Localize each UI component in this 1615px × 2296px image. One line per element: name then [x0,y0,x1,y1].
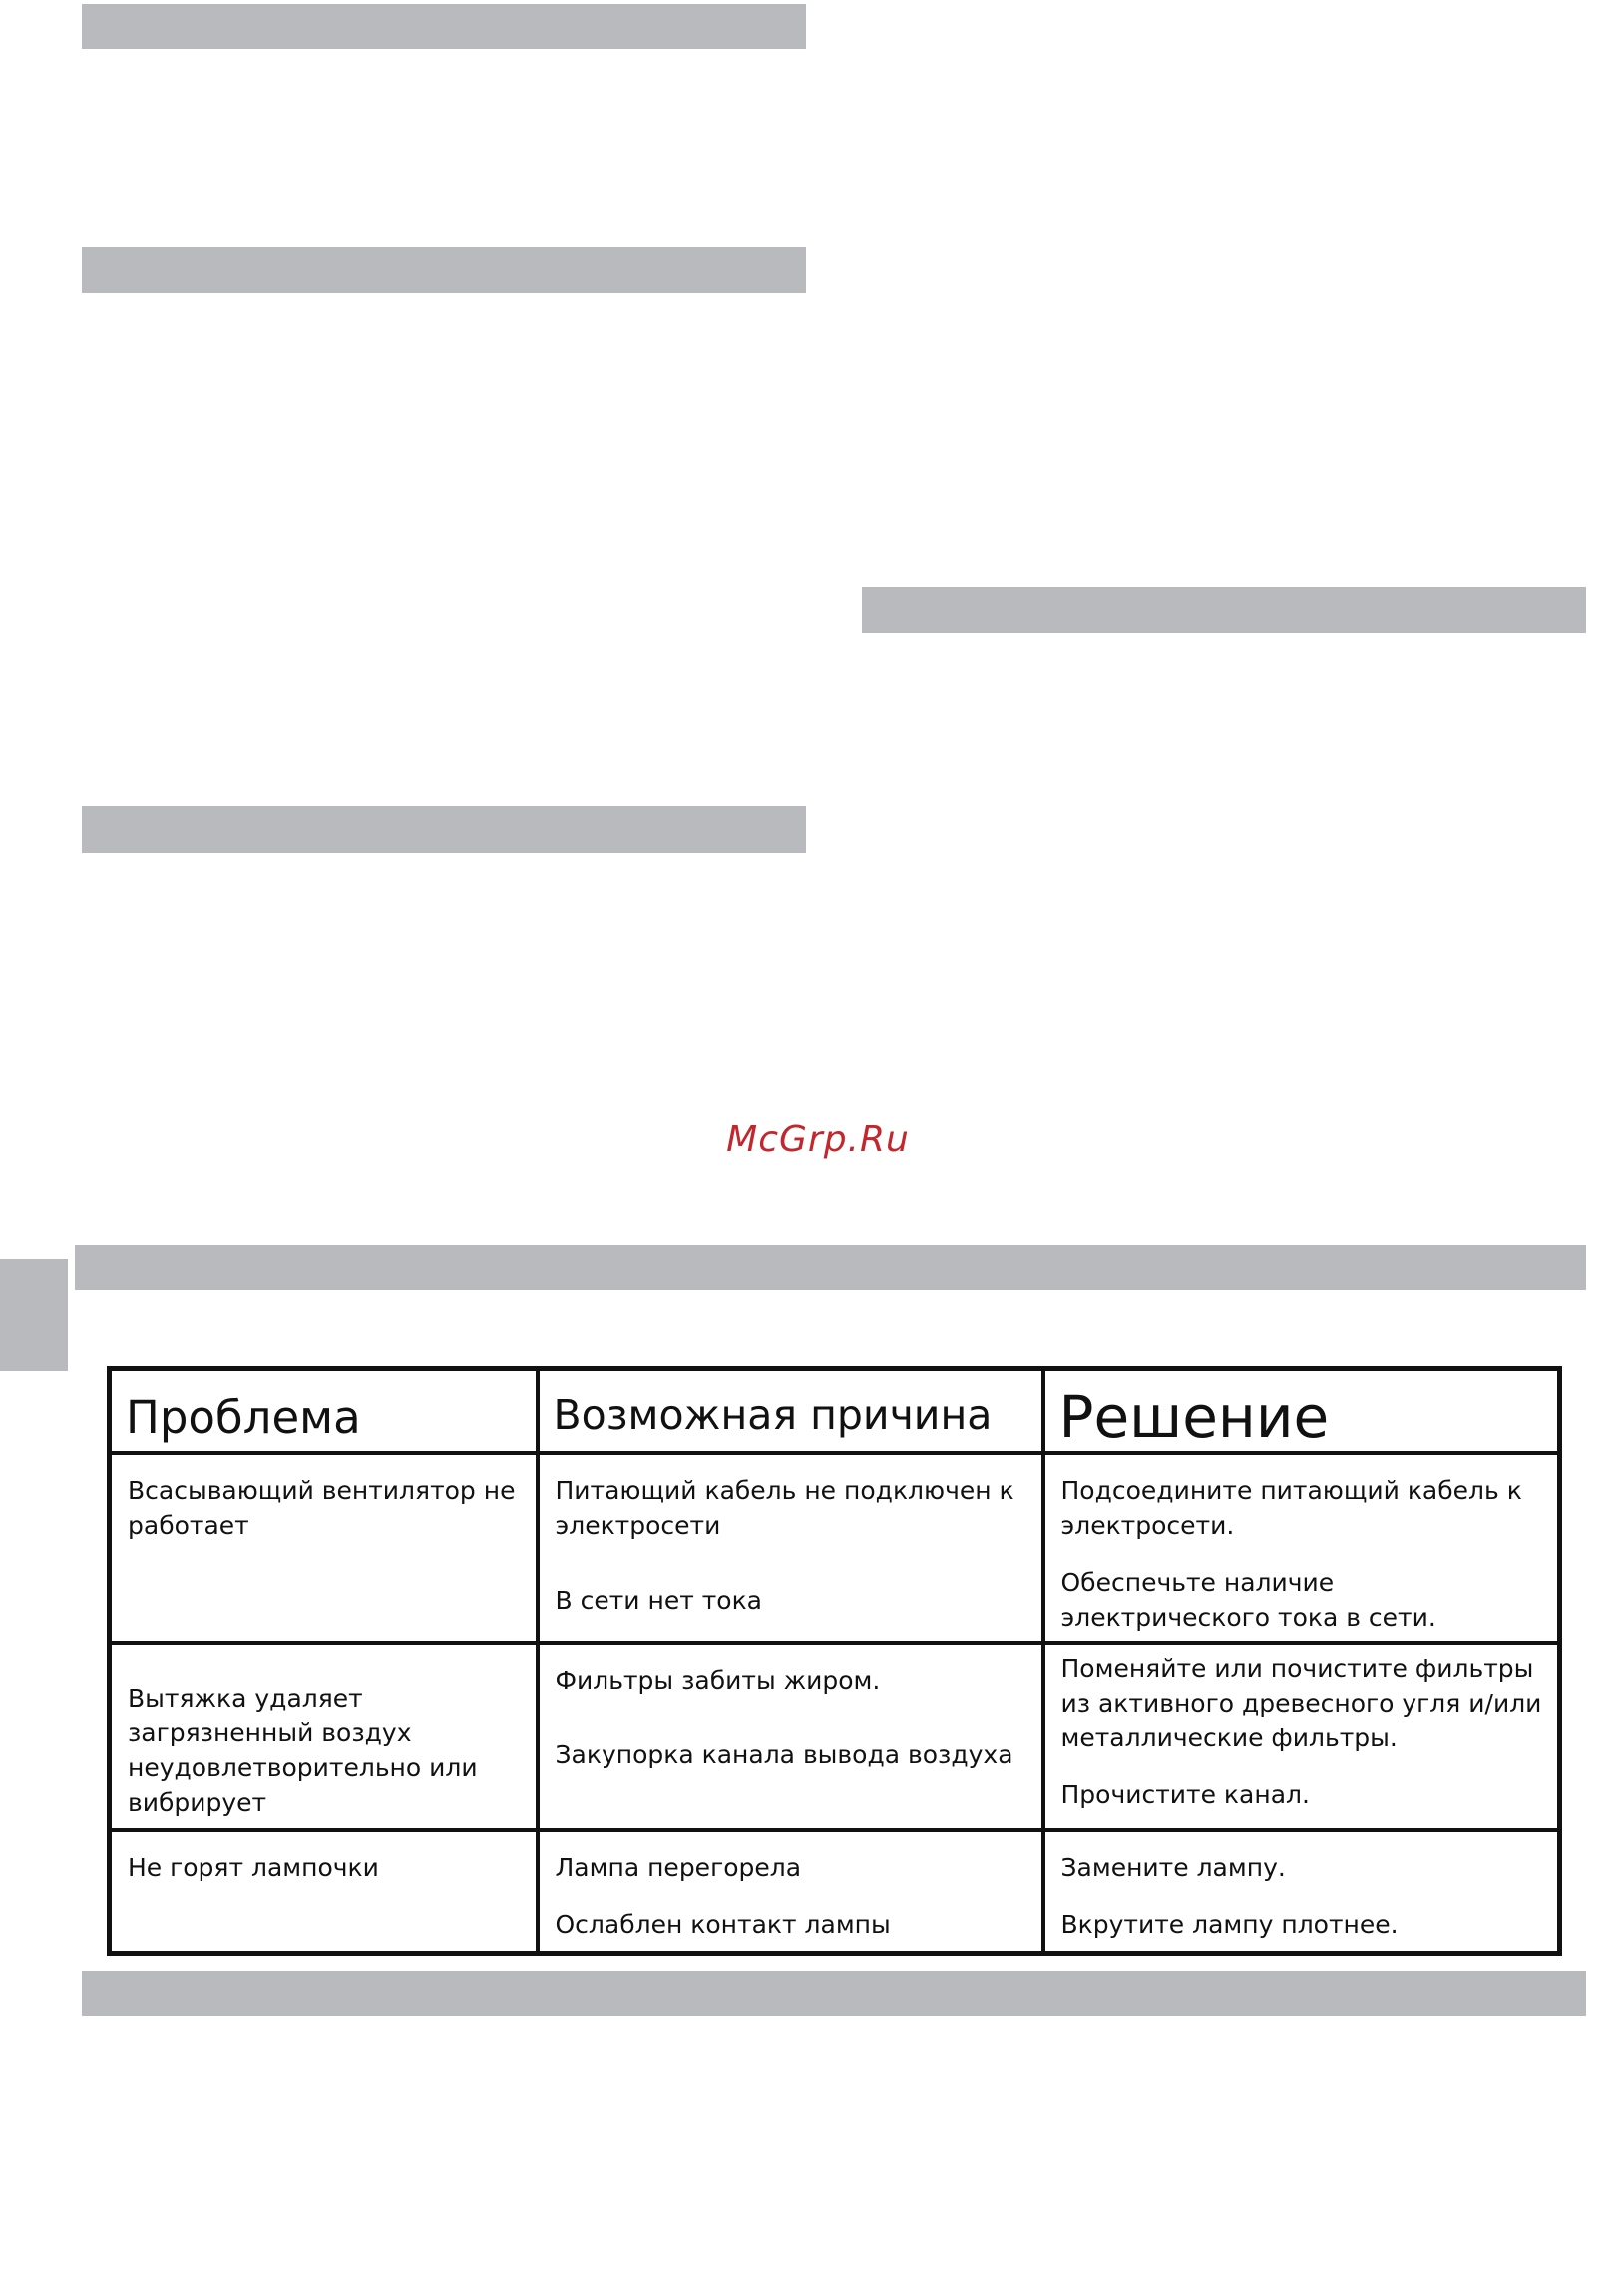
table-row [110,1453,1560,1643]
watermark: McGrp.Ru [726,1119,910,1160]
solution-cell: Замените лампу. Вкрутите лампу плотнее. [1043,1830,1560,1954]
header-solution: Решение [1043,1369,1560,1454]
section-bar-4 [82,806,806,853]
table-header-row [110,1369,1560,1454]
solution-cell: Поменяйте или почистите фильтры из активного древесного угля и/или металлические фильтры. Прочистите канал. [1043,1643,1560,1830]
table-row [110,1830,1560,1954]
section-bar-3 [862,587,1586,633]
side-tab [0,1259,68,1371]
problem-cell: Не горят лампочки [110,1830,538,1954]
problem-cell: Всасывающий вентилятор не работает [110,1453,538,1643]
cause-cell: Питающий кабель не подключен к электросети В сети нет тока [538,1453,1043,1643]
cause-cell: Лампа перегорела Ослаблен контакт лампы [538,1830,1043,1954]
section-bar-1 [82,4,806,49]
header-cause: Возможная причина [538,1369,1043,1454]
section-bar-wide-1 [75,1245,1586,1290]
section-bar-2 [82,247,806,293]
table-row [110,1643,1560,1830]
cause-cell: Фильтры забиты жиром. Закупорка канала вывода воздуха [538,1643,1043,1830]
section-bar-wide-2 [82,1971,1586,2016]
problem-cell: Вытяжка удаляет загрязненный воздух неудовлетворительно или вибрирует [110,1643,538,1830]
solution-cell: Подсоедините питающий кабель к электросети. Обеспечьте наличие электрического тока в сети. [1043,1453,1560,1643]
header-problem: Проблема [110,1369,538,1454]
troubleshooting-table [107,1366,1562,1956]
